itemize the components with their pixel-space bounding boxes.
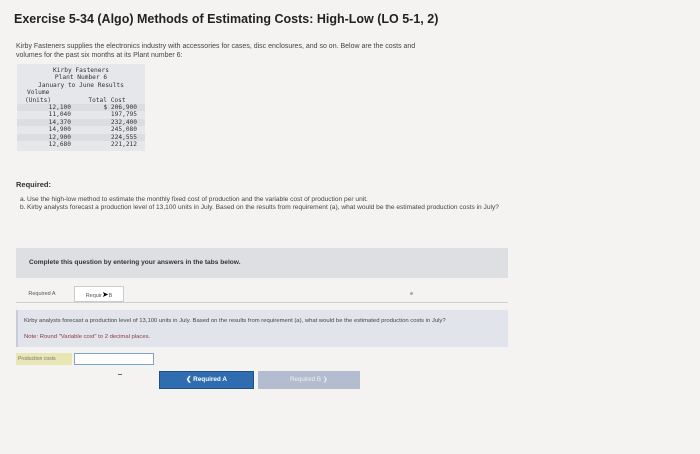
mouse-cursor-icon: ➤: [101, 290, 109, 299]
chevron-left-icon: ❮: [186, 376, 192, 383]
table-row: [17, 126, 145, 133]
dot-icon: [410, 292, 413, 295]
page-title: Exercise 5-34 (Algo) Methods of Estimating Costs: High-Low (LO 5-1, 2): [14, 12, 439, 26]
table-row: [17, 119, 145, 126]
previous-required-a-button[interactable]: [159, 371, 254, 389]
requirement-b-text: Kirby analysts forecast a production level of 13,100 units in July. Based on the results from requirement (a), what would be the estimated production costs in July?: [27, 204, 499, 212]
cost-data-table: [17, 64, 145, 151]
question-text: Kirby analysts forecast a production level of 13,100 units in July. Based on the results from requirement (a), what would be the estimated production costs in July?: [24, 318, 446, 324]
chevron-right-icon: ❯: [322, 376, 328, 383]
table-header-row-1: [17, 89, 145, 96]
units-header: (Units): [25, 96, 52, 104]
instruction-banner: [16, 248, 508, 278]
instruction-text: Complete this question by entering your answers in the tabs below.: [29, 259, 241, 266]
requirement-b-letter: b.: [20, 204, 26, 212]
volume-cell: 14,370: [48, 118, 71, 126]
volume-header: Volume: [27, 89, 50, 97]
table-row: [17, 141, 145, 148]
requirement-a-letter: a.: [20, 196, 26, 203]
tab-required-b-label-start: Requir: [85, 293, 102, 299]
cost-cell: 232,400: [110, 118, 137, 126]
table-row: [17, 134, 145, 141]
intro-text: [16, 42, 576, 60]
intro-line-2: volumes for the past six months at its Plant number 6:: [16, 52, 183, 59]
table-title-1: Kirby Fasteners: [53, 67, 109, 74]
total-cost-header: Total Cost: [88, 96, 126, 104]
volume-cell: 12,100: [48, 104, 71, 112]
table-row: [17, 104, 145, 111]
requirement-b: [20, 204, 540, 212]
volume-cell: 14,900: [48, 126, 71, 134]
requirements-list: [20, 196, 540, 213]
table-title-2: Plant Number 6: [54, 74, 108, 82]
tab-bar: [16, 286, 436, 302]
cost-cell: 224,555: [110, 133, 137, 141]
volume-cell: 12,900: [48, 133, 71, 141]
cost-cell: 197,795: [110, 111, 137, 119]
table-header-row-2: [17, 97, 145, 104]
dash-divider: [118, 374, 122, 375]
cost-cell: 245,080: [110, 126, 137, 134]
volume-cell: 11,040: [48, 111, 71, 119]
question-box: [16, 310, 508, 347]
production-costs-label: Production costs: [16, 353, 72, 365]
tab-required-a[interactable]: Required A: [28, 291, 56, 297]
tab-required-b[interactable]: [74, 286, 124, 302]
intro-line-1: Kirby Fasteners supplies the electronics industry with accessories for cases, disc enclosures, and so on. Below are the costs and: [16, 43, 416, 50]
cost-cell: 221,212: [110, 141, 137, 149]
previous-button-label: Required A: [193, 376, 227, 383]
volume-cell: 12,680: [48, 141, 71, 149]
next-button-label: Required B: [290, 376, 322, 383]
requirement-a-text: Use the high-low method to estimate the monthly fixed cost of production and the variable cost of production per unit.: [27, 196, 368, 203]
rounding-note: Note: Round "Variable cost" to 2 decimal places.: [24, 334, 151, 340]
tab-required-b-label-end: B: [108, 293, 113, 299]
table-title-3: January to June Results: [38, 81, 124, 89]
requirement-a: [20, 196, 540, 204]
table-row: [17, 111, 145, 118]
cost-cell: $ 206,900: [103, 104, 137, 112]
required-heading: Required:: [16, 180, 52, 189]
production-costs-input[interactable]: [74, 353, 154, 365]
answer-row: [16, 353, 158, 365]
next-required-b-button[interactable]: [258, 371, 360, 389]
tab-divider: [16, 302, 508, 303]
